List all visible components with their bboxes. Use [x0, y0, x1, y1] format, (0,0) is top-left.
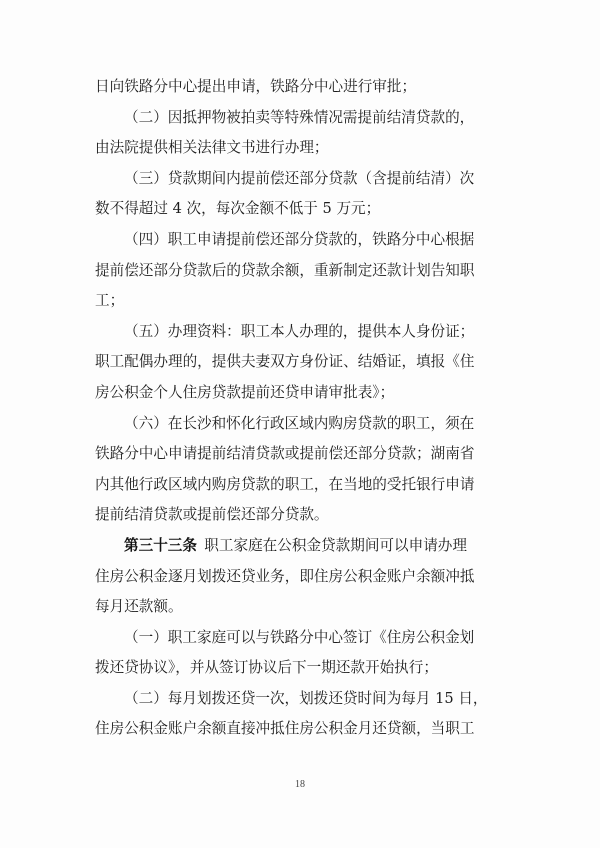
text-line: 工；	[95, 292, 125, 310]
text-line: 日向铁路分中心提出申请，铁路分中心进行审批；	[95, 78, 417, 95]
text-line: 提前偿还部分贷款后的贷款余额，重新制定还款计划告知职	[95, 261, 475, 279]
article-33-text: 职工家庭在公积金贷款期间可以申请办理	[204, 536, 467, 554]
text-line: （四）职工申请提前偿还部分贷款的，铁路分中心根据	[124, 230, 475, 248]
text-line: （五）办理资料：职工本人办理的，提供本人身份证；	[124, 322, 475, 340]
article-33-first-line	[95, 531, 507, 562]
text-line: 拨还贷协议》，并从签订协议后下一期还款开始执行；	[95, 659, 438, 677]
text-line: （二）每月划拨还贷一次，划拨还贷时间为每月 15 日，	[124, 689, 488, 707]
text-line: （三）贷款期间内提前偿还部分贷款（含提前结清）次	[124, 169, 475, 187]
text-line: 职工配偶办理的，提供夫妻双方身份证、结婚证，填报《住	[95, 353, 475, 371]
document-body	[95, 72, 507, 745]
text-line: 提前结清贷款或提前偿还部分贷款。	[95, 506, 329, 524]
text-line: （一）职工家庭可以与铁路分中心签订《住房公积金划	[124, 628, 475, 646]
text-line: 每月还款额。	[95, 598, 183, 616]
text-line: 由法院提供相关法律文书进行办理；	[95, 139, 329, 157]
article-33-heading: 第三十三条	[124, 536, 197, 554]
text-line: 住房公积金逐月划拨还贷业务，即住房公积金账户余额冲抵	[95, 567, 475, 585]
text-line: （六）在长沙和怀化行政区域内购房贷款的职工，须在	[124, 414, 475, 432]
page-number: 18	[295, 779, 305, 790]
text-line: （二）因抵押物被拍卖等特殊情况需提前结清贷款的，	[124, 108, 475, 126]
text-line: 住房公积金账户余额直接冲抵住房公积金月还贷额，当职工	[95, 720, 475, 738]
text-line: 房公积金个人住房贷款提前还贷申请审批表》；	[95, 383, 395, 401]
text-line: 内其他行政区域内购房贷款的职工，在当地的受托银行申请	[95, 475, 475, 493]
text-line: 铁路分中心申请提前结清贷款或提前偿还部分贷款；湖南省	[95, 445, 475, 463]
text-line: 数不得超过 4 次，每次金额不低于 5 万元；	[95, 200, 381, 218]
